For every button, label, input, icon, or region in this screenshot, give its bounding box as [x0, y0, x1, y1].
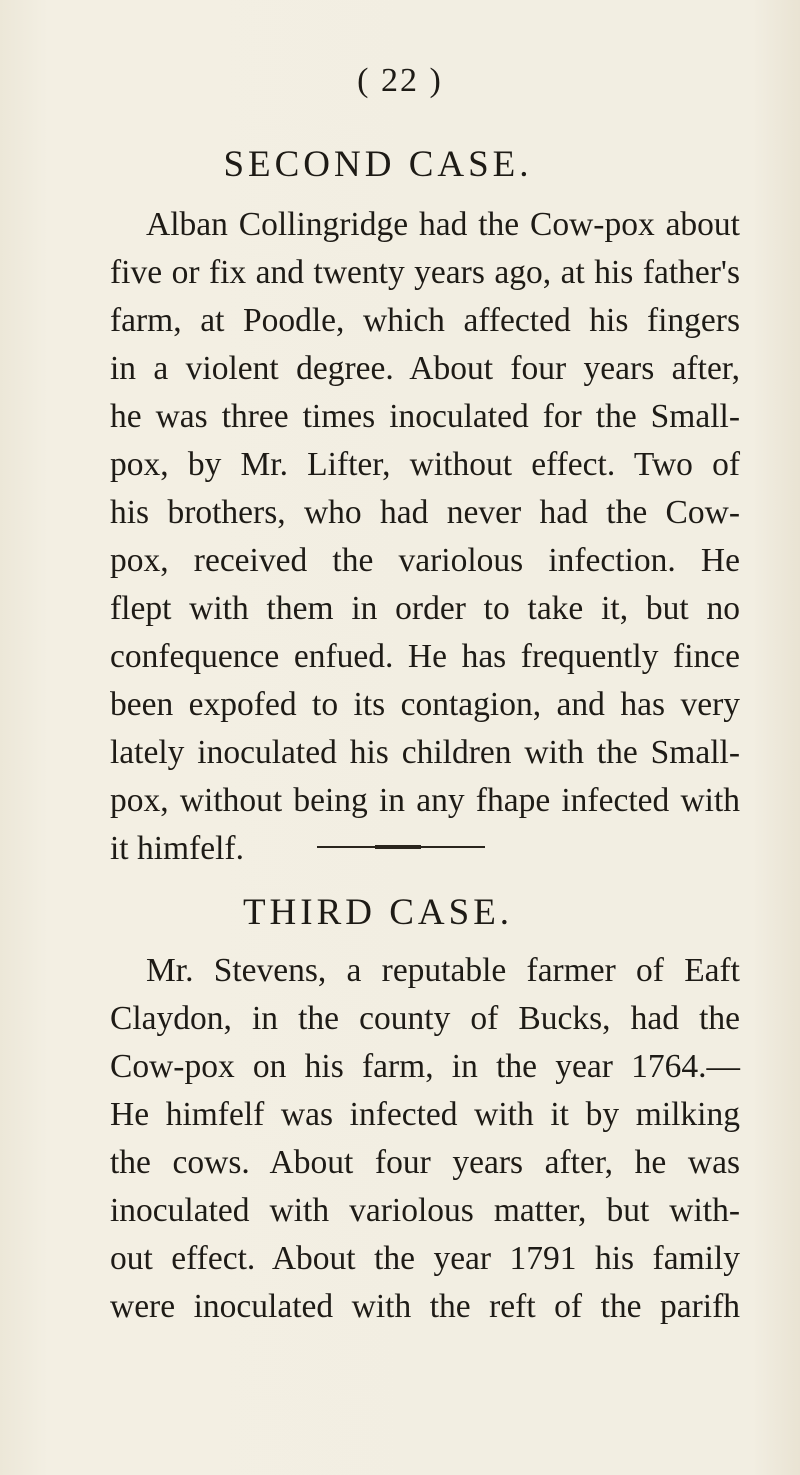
text-line: He himfelf was infected with it by milking: [110, 1096, 740, 1133]
second-case-heading: SECOND CASE.: [223, 144, 533, 185]
text-line: it himfelf.: [110, 830, 244, 867]
text-line: his brothers, who had never had the Cow-: [110, 494, 740, 531]
third-case-heading: THIRD CASE.: [242, 892, 514, 933]
text-line: been expofed to its contagion, and has very: [110, 686, 740, 723]
text-line: pox, without being in any fhape infected with: [110, 782, 740, 819]
text-line: he was three times inoculated for the Small-: [110, 398, 740, 435]
text-line: Alban Collingridge had the Cow-pox about: [146, 206, 740, 243]
text-line: lately inoculated his children with the Small-: [110, 734, 740, 771]
text-line: farm, at Poodle, which affected his fingers: [110, 302, 740, 339]
text-line: pox, by Mr. Lifter, without effect. Two of: [110, 446, 740, 483]
section-divider: [317, 846, 485, 848]
text-line: inoculated with variolous matter, but with-: [110, 1192, 740, 1229]
text-line: pox, received the variolous infection. He: [110, 542, 740, 579]
text-line: Cow-pox on his farm, in the year 1764.—: [110, 1048, 740, 1085]
page-number: ( 22 ): [357, 62, 443, 99]
text-line: were inoculated with the reft of the parifh: [110, 1288, 740, 1325]
text-line: in a violent degree. About four years after,: [110, 350, 740, 387]
text-line: Mr. Stevens, a reputable farmer of Eaft: [146, 952, 740, 989]
text-line: the cows. About four years after, he was: [110, 1144, 740, 1181]
text-line: five or fix and twenty years ago, at his father's: [110, 254, 740, 291]
third-case-paragraph: [110, 947, 740, 1331]
text-line: Claydon, in the county of Bucks, had the: [110, 1000, 740, 1037]
text-line: flept with them in order to take it, but no: [110, 590, 740, 627]
second-case-paragraph: [110, 201, 740, 873]
text-line: out effect. About the year 1791 his family: [110, 1240, 740, 1277]
text-line: confequence enfued. He has frequently fince: [110, 638, 740, 675]
